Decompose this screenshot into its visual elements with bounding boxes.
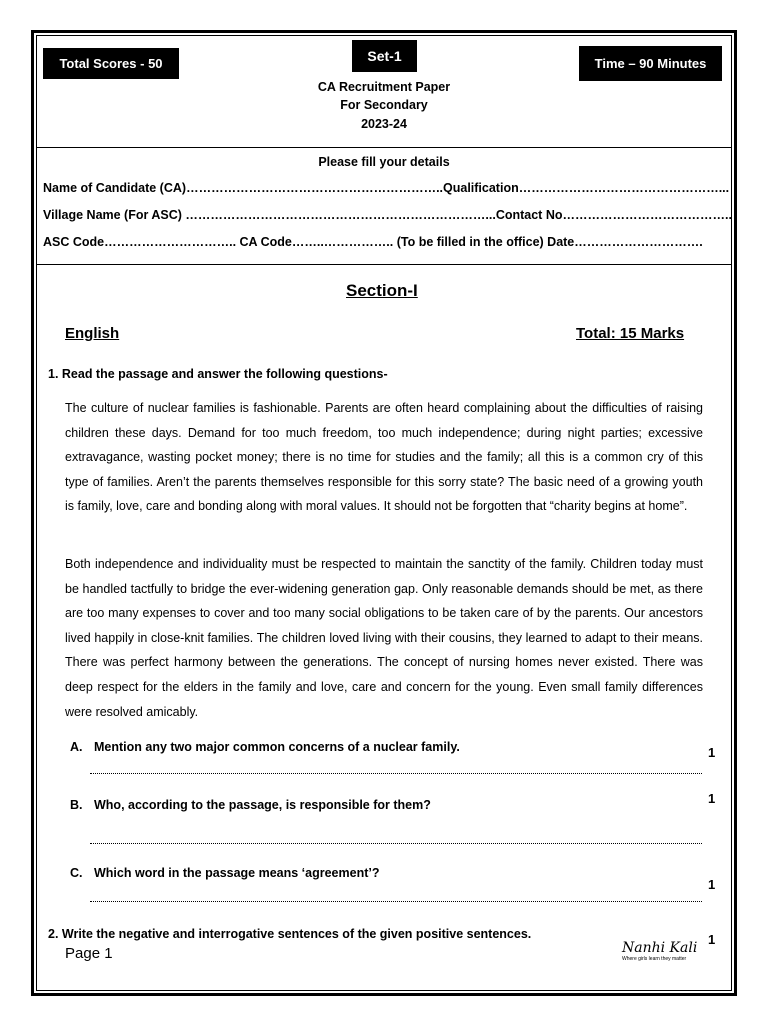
total-scores-badge: Total Scores - 50 xyxy=(43,48,179,79)
section-total: Total: 15 Marks xyxy=(576,325,685,342)
time-badge: Time – 90 Minutes xyxy=(579,46,722,81)
paper-title: CA Recruitment Paper xyxy=(317,80,451,94)
answer-line-c[interactable] xyxy=(90,901,702,902)
sub-question-b-text: Who, according to the passage, is responsible for them? xyxy=(94,798,431,812)
sub-question-b-letter: B. xyxy=(70,798,83,812)
logo-tagline: Where girls learn they matter xyxy=(622,956,687,962)
sub-question-c-marks: 1 xyxy=(708,877,716,892)
asc-code-line: ASC Code………………………….. CA Code……..…………….. (To be filled in the office) Date…………………………. xyxy=(43,235,703,249)
question-1-prompt: 1. Read the passage and answer the following questions- xyxy=(48,367,388,381)
answer-line-b[interactable] xyxy=(90,843,702,844)
logo-text: Nanhi Kali xyxy=(622,940,698,956)
paper-level: For Secondary xyxy=(340,98,428,112)
answer-line-a[interactable] xyxy=(90,773,702,774)
section-title: Section-I xyxy=(346,281,418,300)
header-divider xyxy=(36,147,732,148)
passage-paragraph-1: The culture of nuclear families is fashionable. Parents are often heard complaining about the difficulties of raising children these days. Demand for too much freedom, too much independence; during night parties; excessive extravagance, wasting pocket money; there is no time for studies and the family; all this is a common cry of this type of families. Aren’t the parents themselves responsible for this sorry state? The basic need of a growing youth is family, love, care and bonding along with moral values. It should not be forgotten that “charity begins at home”. xyxy=(65,401,703,514)
question-2-marks: 1 xyxy=(708,932,716,947)
candidate-name-line: Name of Candidate (CA)……………………………………………………..Qualification…………………………………………... xyxy=(43,181,730,195)
nanhi-kali-logo xyxy=(622,940,702,962)
page-number: Page 1 xyxy=(65,945,113,962)
sub-question-b-marks: 1 xyxy=(708,791,716,806)
sub-question-a-marks: 1 xyxy=(708,745,716,760)
sub-question-a-letter: A. xyxy=(70,740,83,754)
details-divider xyxy=(36,264,732,265)
paper-year: 2023-24 xyxy=(361,117,407,131)
set-badge: Set-1 xyxy=(352,40,417,72)
question-2-prompt: 2. Write the negative and interrogative sentences of the given positive sentences. xyxy=(48,927,532,941)
sub-question-a-text: Mention any two major common concerns of a nuclear family. xyxy=(94,740,460,754)
village-name-line: Village Name (For ASC) ………………………………………………………………...Contact No………………………………….. xyxy=(43,208,732,222)
details-heading: Please fill your details xyxy=(318,155,450,169)
subject-title: English xyxy=(65,325,120,342)
sub-question-c-text: Which word in the passage means ‘agreement’? xyxy=(94,866,380,880)
sub-question-c-letter: C. xyxy=(70,866,83,880)
passage-paragraph-2: Both independence and individuality must be respected to maintain the sanctity of the family. Children today must be handled tactfully to bridge the ever-widening generation gap. Only reasonable demands should be met, as there are too many expenses to cover and too many social obligations to be taken care of by the parents. Our ancestors lived happily in close-knit families. The children loved living with their cousins, they learned to adapt to their means. There was perfect harmony between the generations. The concept of nursing homes never existed. There was deep respect for the elders in the family and love, care and concern for the young. Even small family differences were resolved amicably. xyxy=(65,557,703,719)
